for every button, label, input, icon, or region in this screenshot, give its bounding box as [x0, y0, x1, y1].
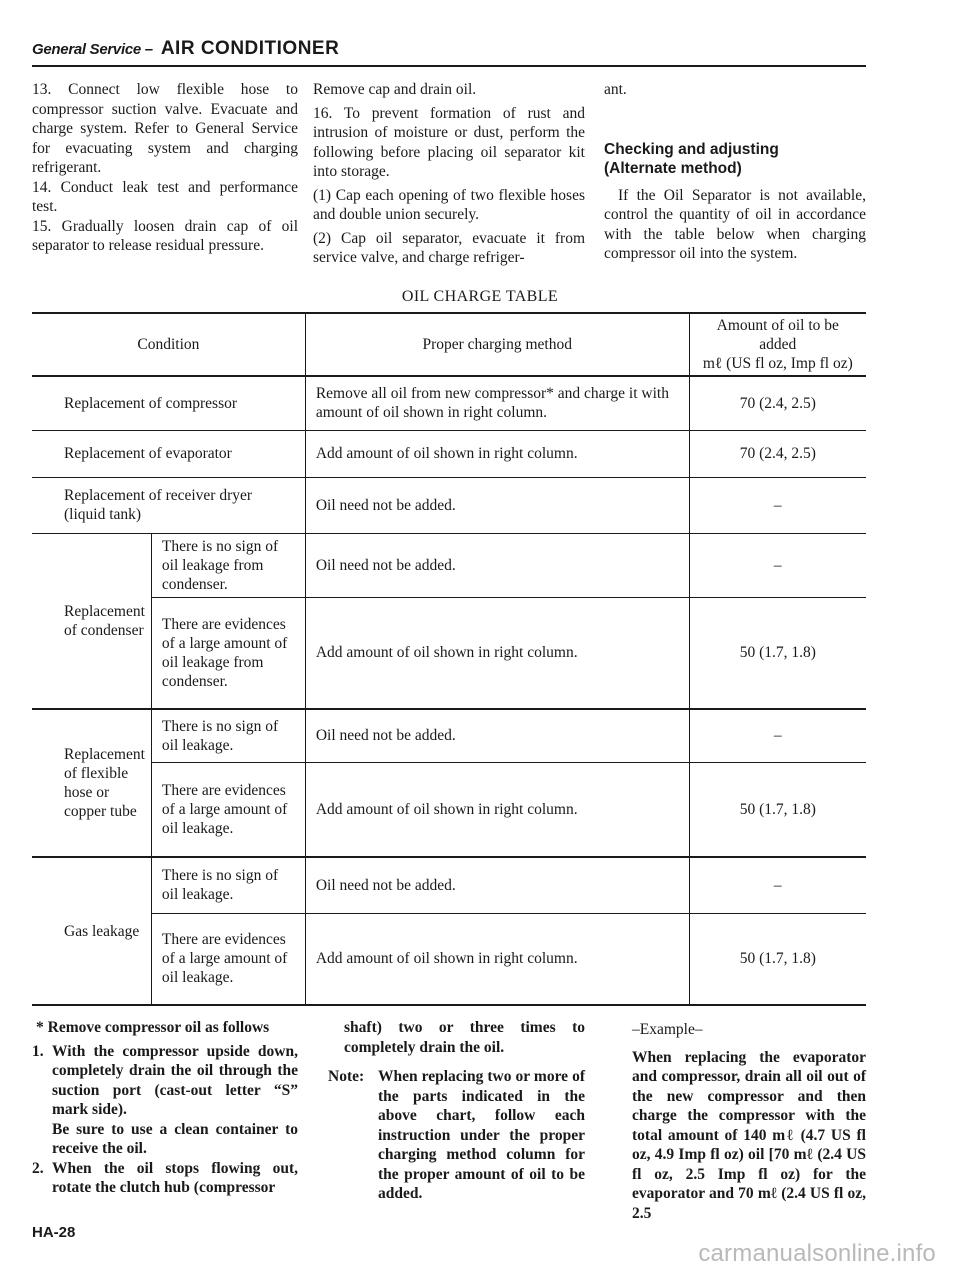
text-column-1 [32, 80, 298, 256]
table-row [32, 709, 866, 762]
header-amount: Amount of oil to be added mℓ (US fl oz, Imp fl oz) [689, 313, 866, 376]
substep-1: (1) Cap each opening of two flexible hoses and double union securely. [313, 186, 585, 223]
method-cell: Remove all oil from new compressor* and charge it with amount of oil shown in right column. [305, 376, 689, 430]
table-row [32, 430, 866, 477]
condition-main-cell: Replacement of flexible hose or copper tube [64, 746, 145, 820]
method-cell: Add amount of oil shown in right column. [305, 597, 689, 709]
table-row [32, 477, 866, 533]
step-14: 14. Conduct leak test and performance test. [32, 178, 298, 215]
bottom-column-1 [32, 1018, 298, 1198]
oil-charge-table [32, 312, 866, 1006]
step-16: 16. To prevent formation of rust and intrusion of moisture or dust, perform the following before placing oil separator kit into storage. [313, 104, 585, 180]
amount-cell: 50 (1.7, 1.8) [689, 913, 866, 1005]
amount-cell: – [689, 477, 866, 533]
condition-cell: Replacement of receiver dryer (liquid tank) [64, 487, 253, 523]
table-row [32, 597, 866, 709]
method-cell: Oil need not be added. [305, 477, 689, 533]
table-title: OIL CHARGE TABLE [401, 288, 559, 305]
method-cell: Oil need not be added. [305, 709, 689, 762]
method-cell: Add amount of oil shown in right column. [305, 762, 689, 857]
example-label: –Example– [632, 1021, 703, 1038]
header-condition: Condition [137, 336, 200, 353]
list-item: 1. With the compressor upside down, completely drain the oil through the suction port (cast-out letter “S” mark side). Be sure to use a clean container to receive the oil. [32, 1042, 298, 1157]
method-cell: Add amount of oil shown in right column. [305, 913, 689, 1005]
remove-oil-heading: * Remove compressor oil as follows [36, 1019, 270, 1036]
bottom-column-3 [632, 1018, 866, 1223]
condition-sub-cell: There is no sign of oil leakage. [151, 709, 305, 762]
condition-sub-cell: There are evidences of a large amount of oil leakage. [151, 913, 305, 1005]
condition-main-cell: Gas leakage [64, 922, 140, 940]
condition-sub-cell: There is no sign of oil leakage from condenser. [151, 533, 305, 597]
step-15: 15. Gradually loosen drain cap of oil separator to release residual pressure. [32, 217, 298, 254]
text-column-3 [604, 80, 866, 264]
amount-cell: – [689, 533, 866, 597]
list-item: 2. When the oil stops flowing out, rotate the clutch hub (compressor [32, 1159, 298, 1196]
section-heading: Checking and adjusting (Alternate method) [604, 140, 779, 177]
drain-oil-text: Remove cap and drain oil. [313, 81, 477, 98]
condition-cell: Replacement of compressor [64, 394, 238, 412]
page-title: AIR CONDITIONER [160, 38, 340, 59]
amount-cell: – [689, 709, 866, 762]
method-cell: Oil need not be added. [305, 857, 689, 913]
amount-cell: 50 (1.7, 1.8) [689, 597, 866, 709]
condition-main-cell: Replacement of condenser [64, 602, 145, 639]
substep-2: (2) Cap oil separator, evacuate it from service valve, and charge refriger- [313, 229, 585, 266]
continuation-text: ant. [604, 81, 627, 98]
condition-cell: Replacement of evaporator [64, 445, 232, 462]
condition-sub-cell: There is no sign of oil leakage. [151, 857, 305, 913]
table-header-row [32, 313, 866, 376]
table-row [32, 857, 866, 913]
watermark: carmanualsonline.info [698, 1240, 936, 1267]
bottom-column-2 [328, 1018, 585, 1204]
condition-sub-cell: There are evidences of a large amount of oil leakage. [151, 762, 305, 857]
step-13: 13. Connect low flexible hose to compressor suction valve. Evacuate and charge system. Refer to General Service for evacuating system and charging refrigerant. [32, 81, 298, 176]
amount-cell: 70 (2.4, 2.5) [689, 430, 866, 477]
text-column-2 [313, 80, 585, 268]
table-row [32, 376, 866, 430]
method-cell: Oil need not be added. [305, 533, 689, 597]
header-rule [32, 65, 866, 67]
alternate-method-text: If the Oil Separator is not available, control the quantity of oil in accordance with the table below when charging compressor oil into the system. [604, 186, 866, 262]
amount-cell: 70 (2.4, 2.5) [689, 376, 866, 430]
header-method: Proper charging method [305, 313, 689, 376]
note: Note: When replacing two or more of the parts indicated in the above chart, follow each instruction under the proper charging method column for the proper amount of oil to be added. [328, 1068, 585, 1202]
page-header [32, 38, 866, 60]
table-row [32, 913, 866, 1005]
continuation-text: shaft) two or three times to completely drain the oil. [344, 1019, 585, 1056]
method-cell: Add amount of oil shown in right column. [305, 430, 689, 477]
condition-sub-cell: There are evidences of a large amount of oil leakage from condenser. [151, 597, 305, 709]
amount-cell: 50 (1.7, 1.8) [689, 762, 866, 857]
table-row [32, 533, 866, 597]
example-text: When replacing the evaporator and compressor, drain all oil out of the new compressor and then charge the compressor with the total amount of 140 mℓ (4.7 US fl oz, 4.9 Imp fl oz) oil [70 mℓ (2.4 US fl oz, 2.5 Imp fl oz) for the evaporator and 70 mℓ (2.4 US fl oz, 2.5 [632, 1048, 866, 1222]
section-label: General Service – [32, 41, 153, 58]
amount-cell: – [689, 857, 866, 913]
table-row [32, 762, 866, 857]
page-number: HA-28 [32, 1224, 76, 1241]
